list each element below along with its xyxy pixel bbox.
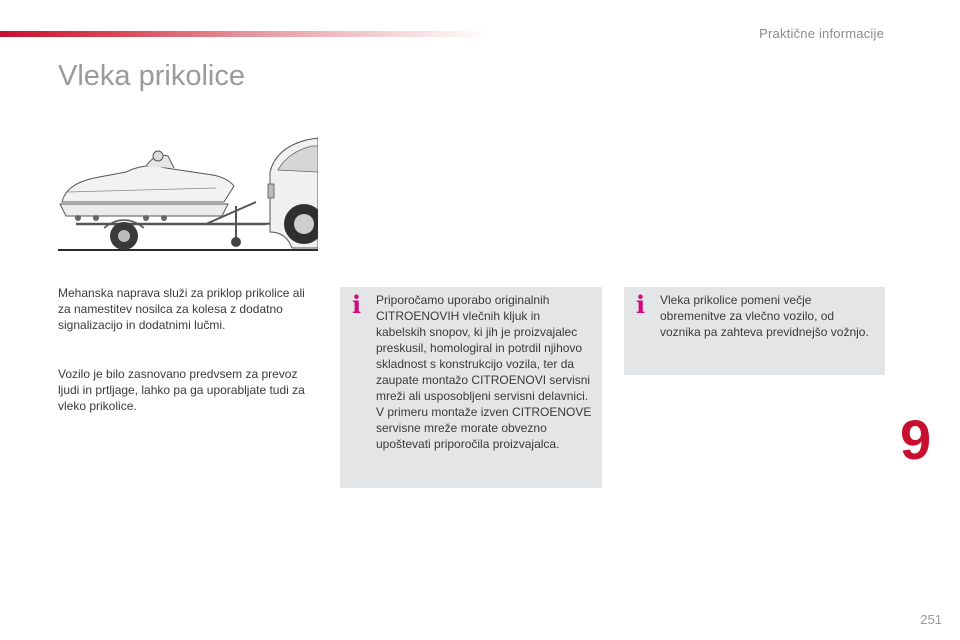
paragraph-towing-device: Mehanska naprava služi za priklop prikolice ali za namestitev nosilca za kolesa z dodatno signalizacijo in dodatnimi lučmi. [58, 286, 305, 332]
trailer-illustration [56, 132, 318, 254]
info-text: Vleka prikolice pomeni večje obremenitve za vlečno vozilo, od voznika pa zahteva previdnejšo vožnjo. [660, 293, 869, 339]
page-number: 251 [920, 612, 942, 627]
chapter-number: 9 [900, 408, 932, 471]
info-text: Priporočamo uporabo originalnih CITROENOVIH vlečnih kljuk in kabelskih snopov, ki jih je proizvajalec preskusil, homologiral in potrdil njihovo skladnost s konstrukcijo vozila, ter da zaupate montažo CITROENOVI servisni mreži ali usposobljeni servisni delavnici. V primeru montaže izven CITROENOVE servisne mreže morate obvezno upoštevati priporočila proizvajalca. [376, 293, 592, 451]
info-icon: i [352, 290, 362, 319]
page-title: Vleka prikolice [58, 60, 245, 92]
paragraph-vehicle-purpose: Vozilo je bilo zasnovano predvsem za prevoz ljudi in prtljage, lahko pa ga uporabljate tudi za vleko prikolice. [58, 367, 305, 413]
section-title: Praktične informacije [759, 26, 884, 41]
info-icon: i [636, 290, 646, 319]
info-box-recommendation [340, 287, 602, 488]
info-box-load-warning [624, 287, 885, 375]
header-accent-bar [0, 31, 490, 37]
